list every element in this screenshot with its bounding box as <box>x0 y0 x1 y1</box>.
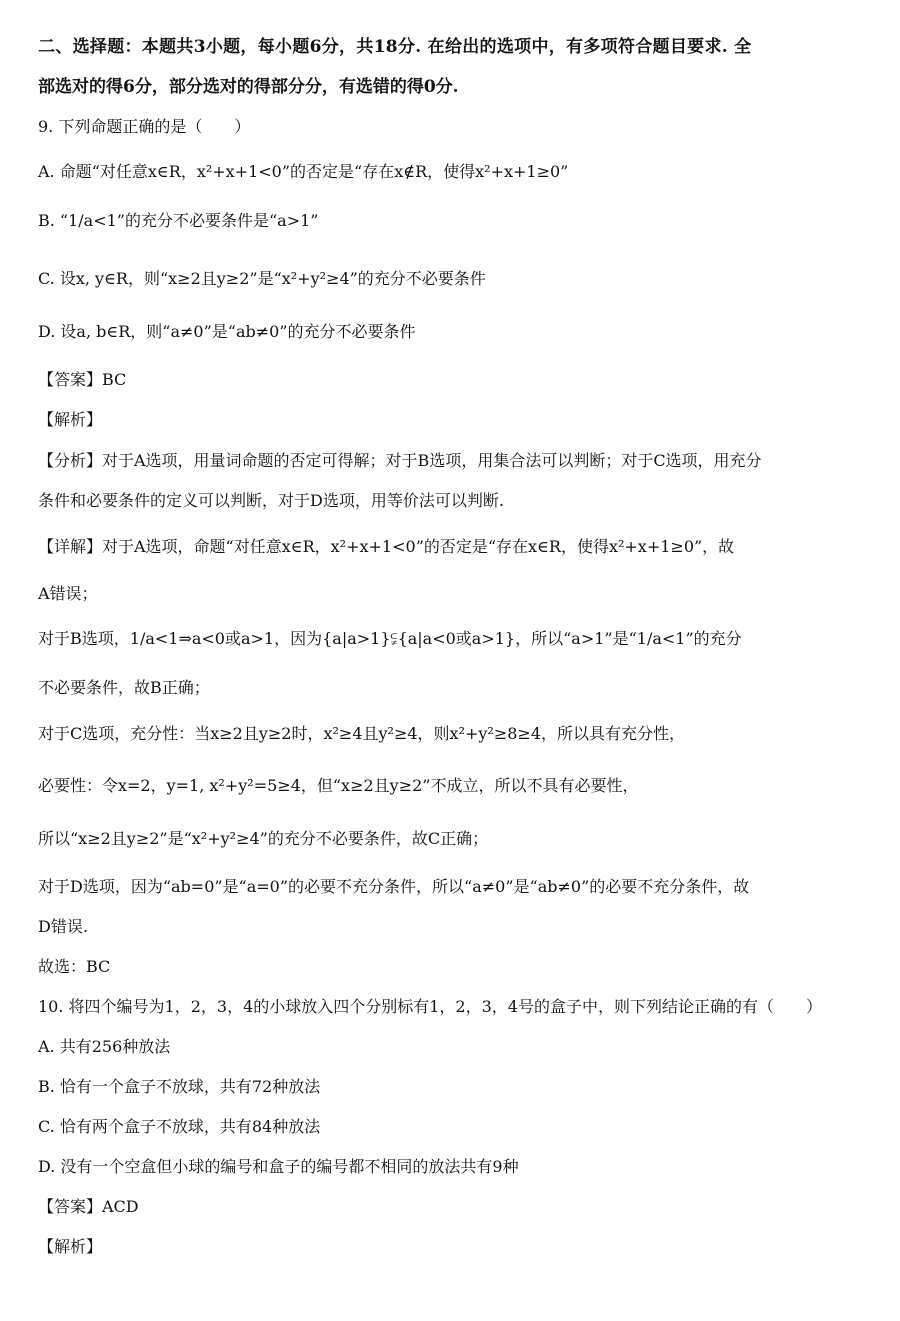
q9-option-b: B. “1/a<1”的充分不必要条件是“a>1” <box>38 211 319 230</box>
section-heading-line2: 部选对的得6分，部分选对的得部分分，有选错的得0分. <box>38 77 459 97</box>
q10-analysis-label: 【解析】 <box>38 1237 103 1256</box>
q9-choose: 故选：BC <box>38 957 111 976</box>
q10-option-a: A. 共有256种放法 <box>38 1037 171 1056</box>
q9-option-c: C. 设x, y∈R，则“x≥2且y≥2”是“x²+y²≥4”的充分不必要条件 <box>38 269 486 288</box>
q9-detail-line1: 【详解】对于A选项，命题“对任意x∈R，x²+x+1<0”的否定是“存在x∈R，使得x²+x+1≥0”，故 <box>38 537 735 556</box>
q9-option-a: A. 命题“对任意x∈R，x²+x+1<0”的否定是“存在x∉R，使得x²+x+1≥0” <box>38 162 569 181</box>
q10-option-d: D. 没有一个空盒但小球的编号和盒子的编号都不相同的放法共有9种 <box>38 1157 519 1176</box>
q10-answer: 【答案】ACD <box>38 1197 139 1216</box>
q9-answer: 【答案】BC <box>38 370 127 389</box>
q9-detail-line6: 必要性：令x=2，y=1, x²+y²=5≥4，但“x≥2且y≥2”不成立，所以不具有必要性， <box>38 776 639 795</box>
q9-detail-line4: 不必要条件，故B正确； <box>38 678 210 697</box>
q9-stem: 9. 下列命题正确的是（ ） <box>38 117 251 136</box>
q9-fenxi-line2: 条件和必要条件的定义可以判断，对于D选项，用等价法可以判断. <box>38 491 504 510</box>
q9-detail-line2: A错误； <box>38 584 98 603</box>
q9-detail-line5: 对于C选项，充分性：当x≥2且y≥2时，x²≥4且y²≥4，则x²+y²≥8≥4，所以具有充分性， <box>38 724 686 743</box>
q9-analysis-label: 【解析】 <box>38 410 103 429</box>
q9-detail-line9: D错误. <box>38 917 88 936</box>
q10-option-c: C. 恰有两个盒子不放球，共有84种放法 <box>38 1117 321 1136</box>
q9-detail-line7: 所以“x≥2且y≥2”是“x²+y²≥4”的充分不必要条件，故C正确； <box>38 829 489 848</box>
q9-option-d: D. 设a, b∈R，则“a≠0”是“ab≠0”的充分不必要条件 <box>38 322 416 341</box>
q9-fenxi-line1: 【分析】对于A选项，用量词命题的否定可得解；对于B选项，用集合法可以判断；对于C选项，用充分 <box>38 451 762 470</box>
q9-detail-line3: 对于B选项，1/a<1⇒a<0或a>1，因为{a|a>1}⫋{a|a<0或a>1}，所以“a>1”是“1/a<1”的充分 <box>38 629 742 648</box>
q10-option-b: B. 恰有一个盒子不放球，共有72种放法 <box>38 1077 321 1096</box>
q10-stem: 10. 将四个编号为1，2，3，4的小球放入四个分别标有1，2，3，4号的盒子中，则下列结论正确的有（ ） <box>38 997 822 1016</box>
section-heading-line1: 二、选择题：本题共3小题，每小题6分，共18分. 在给出的选项中，有多项符合题目要求. 全 <box>38 37 752 57</box>
q9-detail-line8: 对于D选项，因为“ab=0”是“a=0”的必要不充分条件，所以“a≠0”是“ab≠0”的必要不充分条件，故 <box>38 877 750 896</box>
